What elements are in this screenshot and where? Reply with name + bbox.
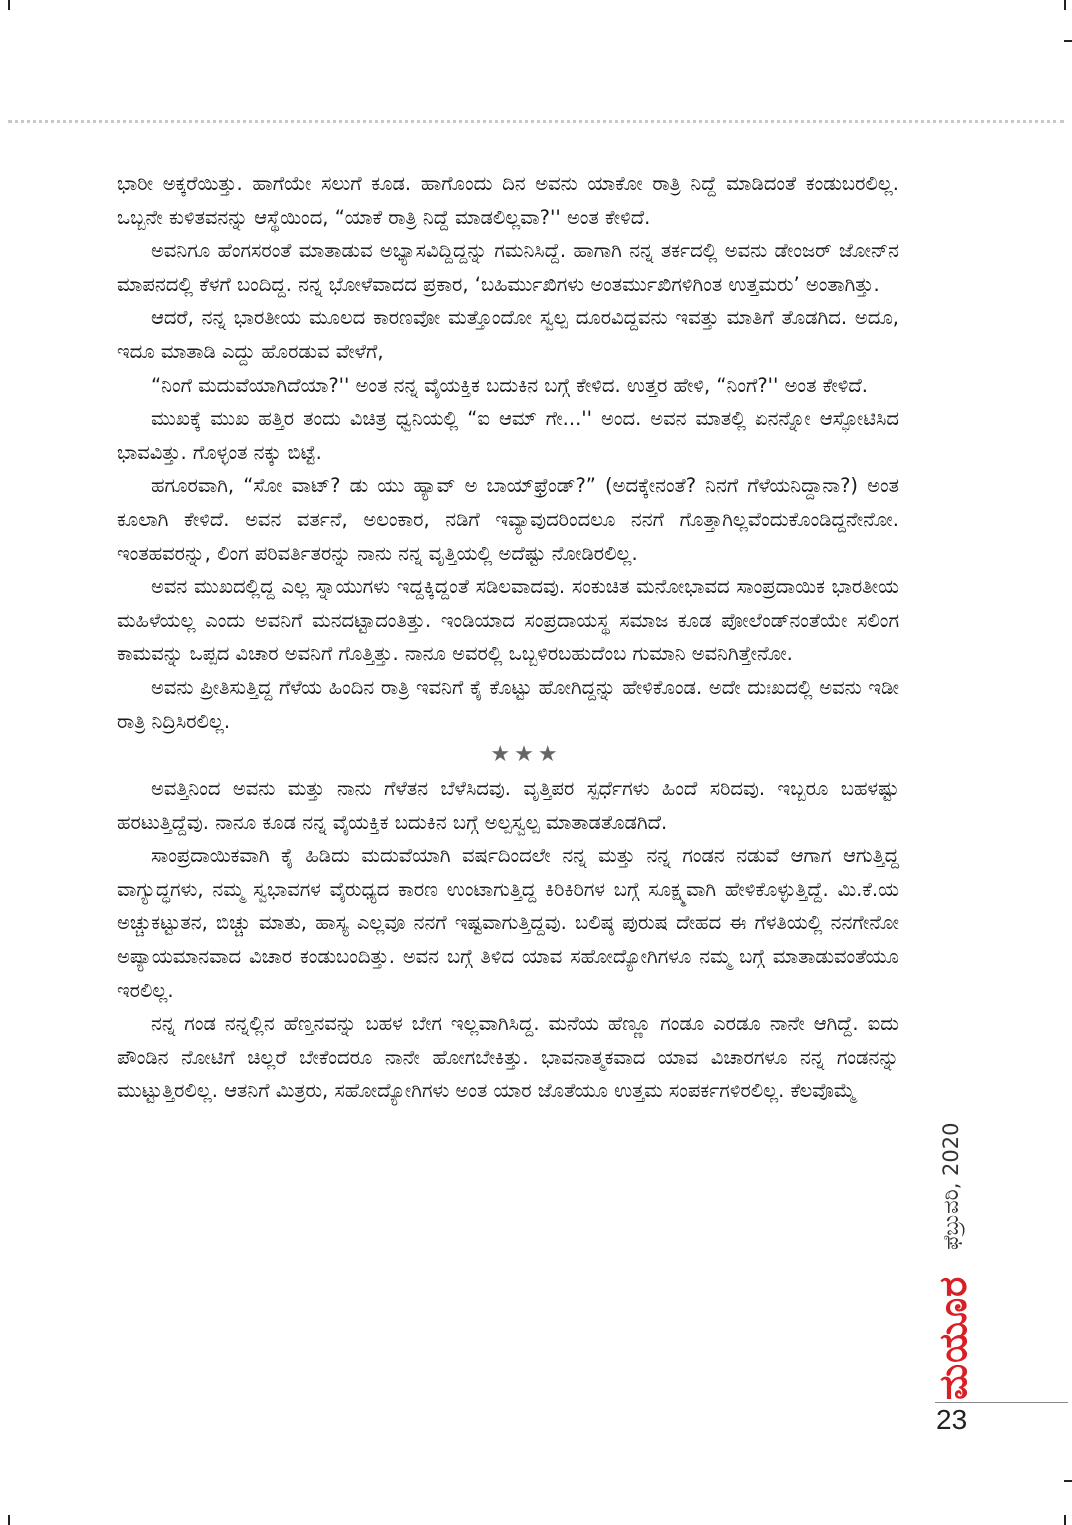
crop-mark-right-lower (1064, 1480, 1072, 1482)
crop-mark-bottom-right (1064, 1515, 1066, 1525)
paragraph: ಅವನು ಪ್ರೀತಿಸುತ್ತಿದ್ದ ಗೆಳೆಯ ಹಿಂದಿನ ರಾತ್ರಿ ಇವನಿಗೆ ಕೈ ಕೊಟ್ಟು ಹೋಗಿದ್ದನ್ನು ಹೇಳಿಕೊಂಡ. ಅದೇ ದುಃಖದಲ್ಲಿ ಅವನು ಇಡೀ ರಾತ್ರಿ ನಿದ್ರಿಸಿರಲಿಲ್ಲ. (117, 675, 899, 733)
section-separator: ★★★ (490, 742, 562, 768)
crop-mark-bottom-left (8, 1515, 10, 1525)
paragraph: ಅವನ ಮುಖದಲ್ಲಿದ್ದ ಎಲ್ಲ ಸ್ನಾಯುಗಳು ಇದ್ದಕ್ಕಿದ್ದಂತೆ ಸಡಿಲವಾದವು. ಸಂಕುಚಿತ ಮನೋಭಾವದ ಸಾಂಪ್ರದಾಯಿಕ ಭಾರತೀಯ ಮಹಿಳೆಯಲ್ಲ ಎಂದು ಅವನಿಗೆ ಮನದಟ್ಟಾದಂತಿತ್ತು. ಇಂಡಿಯಾದ ಸಂಪ್ರದಾಯಸ್ಥ ಸಮಾಜ ಕೂಡ ಪೋಲೆಂಡ್‌ನಂತೆಯೇ ಸಲಿಂಗ ಕಾಮವನ್ನು ಒಪ್ಪದ ವಿಚಾರ ಅವನಿಗೆ ಗೊತ್ತಿತ್ತು. ನಾನೂ ಅವರಲ್ಲಿ ಒಬ್ಬಳಿರಬಹುದೆಂಬ ಗುಮಾನಿ ಅವನಿಗಿತ್ತೇನೋ. (117, 575, 899, 666)
paragraph: ಹಗೂರವಾಗಿ, “ಸೋ ವಾಟ್? ಡು ಯು ಹ್ಯಾವ್ ಅ ಬಾಯ್‌ಫ್ರೆಂಡ್?” (ಅದಕ್ಕೇನಂತೆ? ನಿನಗೆ ಗೆಳೆಯನಿದ್ದಾನಾ?) ಅಂತ ಕೂಲಾಗಿ ಕೇಳಿದೆ. ಅವನ ವರ್ತನೆ, ಅಲಂಕಾರ, ನಡಿಗೆ ಇವ್ಯಾವುದರಿಂದಲೂ ನನಗೆ ಗೊತ್ತಾಗಿಲ್ಲವೆಂದುಕೊಂಡಿದ್ದನೇನೋ. ಇಂತಹವರನ್ನು, ಲಿಂಗ ಪರಿವರ್ತಿತರನ್ನು ನಾನು ನನ್ನ ವೃತ್ತಿಯಲ್ಲಿ ಅದೆಷ್ಟು ನೋಡಿರಲಿಲ್ಲ. (117, 474, 899, 565)
paragraph: ಅವನಿಗೂ ಹೆಂಗಸರಂತೆ ಮಾತಾಡುವ ಅಭ್ಯಾಸವಿದ್ದಿದ್ದನ್ನು ಗಮನಿಸಿದ್ದೆ. ಹಾಗಾಗಿ ನನ್ನ ತರ್ಕದಲ್ಲಿ ಅವನು ಡೇಂಜರ್ ಜೋನ್‌ನ ಮಾಪನದಲ್ಲಿ ಕೆಳಗೆ ಬಂದಿದ್ದ. ನನ್ನ ಭೋಳೆವಾದದ ಪ್ರಕಾರ, ‘ಬಹಿರ್ಮುಖಿಗಳು ಅಂತರ್ಮುಖಿಗಳಿಗಿಂತ ಉತ್ತಮರು’ ಅಂತಾಗಿತ್ತು. (117, 239, 899, 296)
paragraph: ಮುಖಕ್ಕೆ ಮುಖ ಹತ್ತಿರ ತಂದು ವಿಚಿತ್ರ ಧ್ವನಿಯಲ್ಲಿ “ಐ ಆಮ್ ಗೇ...'' ಅಂದ. ಅವನ ಮಾತಲ್ಲಿ ಏನನ್ನೋ ಆಸ್ಫೋಟಿಸಿದ ಭಾವವಿತ್ತು. ಗೊಳ್ಳಂತ ನಕ್ಕು ಬಿಟ್ಟೆ. (117, 407, 899, 464)
footer-rule (935, 1402, 1068, 1403)
paragraph: ಅವತ್ತಿನಿಂದ ಅವನು ಮತ್ತು ನಾನು ಗೆಳೆತನ ಬೆಳೆಸಿದವು. ವೃತ್ತಿಪರ ಸ್ಪರ್ಧೆಗಳು ಹಿಂದೆ ಸರಿದವು. ಇಬ್ಬರೂ ಬಹಳಷ್ಟು ಹರಟುತ್ತಿದ್ದೆವು. ನಾನೂ ಕೂಡ ನನ್ನ ವೈಯಕ್ತಿಕ ಬದುಕಿನ ಬಗ್ಗೆ ಅಲ್ಪಸ್ವಲ್ಪ ಮಾತಾಡತೊಡಗಿದೆ. (117, 777, 899, 834)
paragraph: ಆದರೆ, ನನ್ನ ಭಾರತೀಯ ಮೂಲದ ಕಾರಣವೋ ಮತ್ತೊಂದೋ ಸ್ವಲ್ಪ ದೂರವಿದ್ದವನು ಇವತ್ತು ಮಾತಿಗೆ ತೊಡಗಿದ. ಅದೂ, ಇದೂ ಮಾತಾಡಿ ಎದ್ದು ಹೊರಡುವ ವೇಳೆಗೆ, (117, 306, 899, 363)
crop-mark-right-upper (1064, 40, 1072, 42)
magazine-logo: ಮಯೂರ (931, 1275, 975, 1400)
paragraph: “ನಿಂಗೆ ಮದುವೆಯಾಗಿದೆಯಾ?'' ಅಂತ ನನ್ನ ವೈಯಕ್ತಿಕ ಬದುಕಿನ ಬಗ್ಗೆ ಕೇಳಿದ. ಉತ್ತರ ಹೇಳಿ, “ನಿಂಗೆ?'' ಅಂತ ಕೇಳಿದೆ. (151, 373, 868, 397)
crop-mark-top-left (8, 0, 10, 10)
issue-date: ಫೆಬ್ರುವರಿ, 2020 (939, 1122, 963, 1250)
page-number: 23 (936, 1404, 968, 1435)
paragraph: ನನ್ನ ಗಂಡ ನನ್ನಲ್ಲಿನ ಹೆಣ್ತನವನ್ನು ಬಹಳ ಬೇಗ ಇಲ್ಲವಾಗಿಸಿದ್ದ. ಮನೆಯ ಹೆಣ್ಣೂ ಗಂಡೂ ಎರಡೂ ನಾನೇ ಆಗಿದ್ದೆ. ಐದು ಪೌಂಡಿನ ನೋಟಿಗೆ ಚಿಲ್ಲರೆ ಬೇಕೆಂದರೂ ನಾನೇ ಹೋಗಬೇಕಿತ್ತು. ಭಾವನಾತ್ಮಕವಾದ ಯಾವ ವಿಚಾರಗಳೂ ನನ್ನ ಗಂಡನನ್ನು ಮುಟ್ಟುತ್ತಿರಲಿಲ್ಲ. ಆತನಿಗೆ ಮಿತ್ರರು, ಸಹೋದ್ಯೋಗಿಗಳು ಅಂತ ಯಾರ ಜೊತೆಯೂ ಉತ್ತಮ ಸಂಪರ್ಕಗಳಿರಲಿಲ್ಲ. ಕೆಲವೊಮ್ಮೆ (117, 1012, 899, 1103)
header-dotted-rule (8, 120, 1064, 123)
paragraph: ಸಾಂಪ್ರದಾಯಿಕವಾಗಿ ಕೈ ಹಿಡಿದು ಮದುವೆಯಾಗಿ ವರ್ಷದಿಂದಲೇ ನನ್ನ ಮತ್ತು ನನ್ನ ಗಂಡನ ನಡುವೆ ಆಗಾಗ ಆಗುತ್ತಿದ್ದ ವಾಗ್ಯುದ್ಧಗಳು, ನಮ್ಮ ಸ್ವಭಾವಗಳ ವೈರುಧ್ಯದ ಕಾರಣ ಉಂಟಾಗುತ್ತಿದ್ದ ಕಿರಿಕಿರಿಗಳ ಬಗ್ಗೆ ಸೂಕ್ಷ್ಮವಾಗಿ ಹೇಳಿಕೊಳ್ಳುತ್ತಿದ್ದೆ. ಮಿ.ಕೆ.ಯ ಅಚ್ಚುಕಟ್ಟುತನ, ಬಿಚ್ಚು ಮಾತು, ಹಾಸ್ಯ ಎಲ್ಲವೂ ನನಗೆ ಇಷ್ಟವಾಗುತ್ತಿದ್ದವು. ಬಲಿಷ್ಠ ಪುರುಷ ದೇಹದ ಈ ಗೆಳತಿಯಲ್ಲಿ ನನಗೇನೋ ಅಪ್ಯಾಯಮಾನವಾದ ವಿಚಾರ ಕಂಡುಬಂದಿತ್ತು. ಅವನ ಬಗ್ಗೆ ತಿಳಿದ ಯಾವ ಸಹೋದ್ಯೋಗಿಗಳೂ ನಮ್ಮ ಬಗ್ಗೆ ಮಾತಾಡುವಂತೆಯೂ ಇರಲಿಲ್ಲ. (117, 844, 899, 1002)
paragraph: ಭಾರೀ ಅಕ್ಕರೆಯಿತ್ತು. ಹಾಗೆಯೇ ಸಲುಗೆ ಕೂಡ. ಹಾಗೊಂದು ದಿನ ಅವನು ಯಾಕೋ ರಾತ್ರಿ ನಿದ್ದೆ ಮಾಡಿದಂತೆ ಕಂಡುಬರಲಿಲ್ಲ. ಒಬ್ಬನೇ ಕುಳಿತವನನ್ನು ಆಸ್ಥೆಯಿಂದ, “ಯಾಕೆ ರಾತ್ರಿ ನಿದ್ದೆ ಮಾಡಲಿಲ್ಲವಾ?'' ಅಂತ ಕೇಳಿದೆ. (117, 172, 899, 229)
article-body (117, 167, 899, 1108)
crop-mark-top-right (1064, 0, 1066, 10)
sidebar (918, 1080, 988, 1405)
